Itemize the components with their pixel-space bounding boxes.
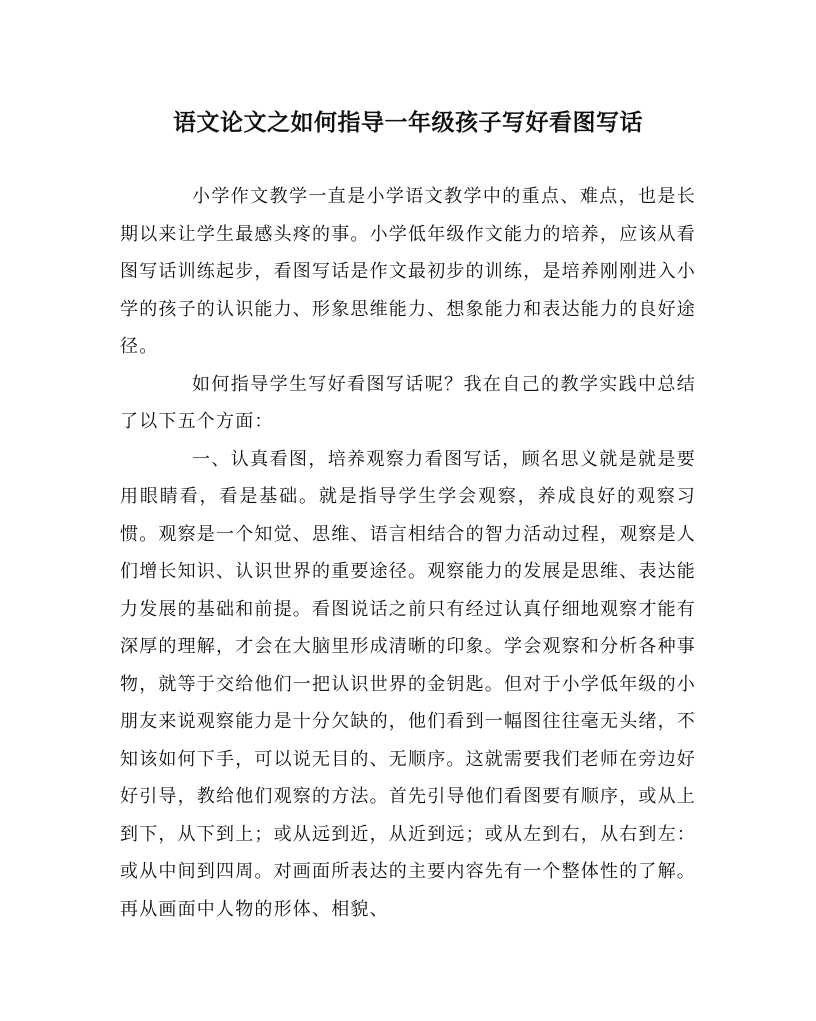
document-body [120, 178, 696, 928]
paragraph-observation: 一、认真看图，培养观察力看图写话，顾名思义就是就是要用眼睛看，看是基础。就是指导学生学会观察，养成良好的观察习惯。观察是一个知觉、思维、语言相结合的智力活动过程，观察是人们增长知识、认识世界的重要途径。观察能力的发展是思维、表达能力发展的基础和前提。看图说话之前只有经过认真仔细地观察才能有深厚的理解，才会在大脑里形成清晰的印象。学会观察和分析各种事物，就等于交给他们一把认识世界的金钥匙。但对于小学低年级的小朋友来说观察能力是十分欠缺的，他们看到一幅图往往毫无头绪，不知该如何下手，可以说无目的、无顺序。这就需要我们老师在旁边好好引导，教给他们观察的方法。首先引导他们看图要有顺序，或从上到下，从下到上；或从远到近，从近到远；或从左到右，从右到左：或从中间到四周。对画面所表达的主要内容先有一个整体性的了解。再从画面中人物的形体、相貌、 [120, 448, 696, 920]
document-title: 语文论文之如何指导一年级孩子写好看图写话 [173, 109, 643, 136]
paragraph-question: 如何指导学生写好看图写话呢？我在自己的教学实践中总结了以下五个方面： [120, 373, 696, 432]
paragraph-intro: 小学作文教学一直是小学语文教学中的重点、难点，也是长期以来让学生最感头疼的事。小学低年级作文能力的培养，应该从看图写话训练起步，看图写话是作文最初步的训练，是培养刚刚进入小学的孩子的认识能力、形象思维能力、想象能力和表达能力的良好途径。 [120, 186, 696, 357]
